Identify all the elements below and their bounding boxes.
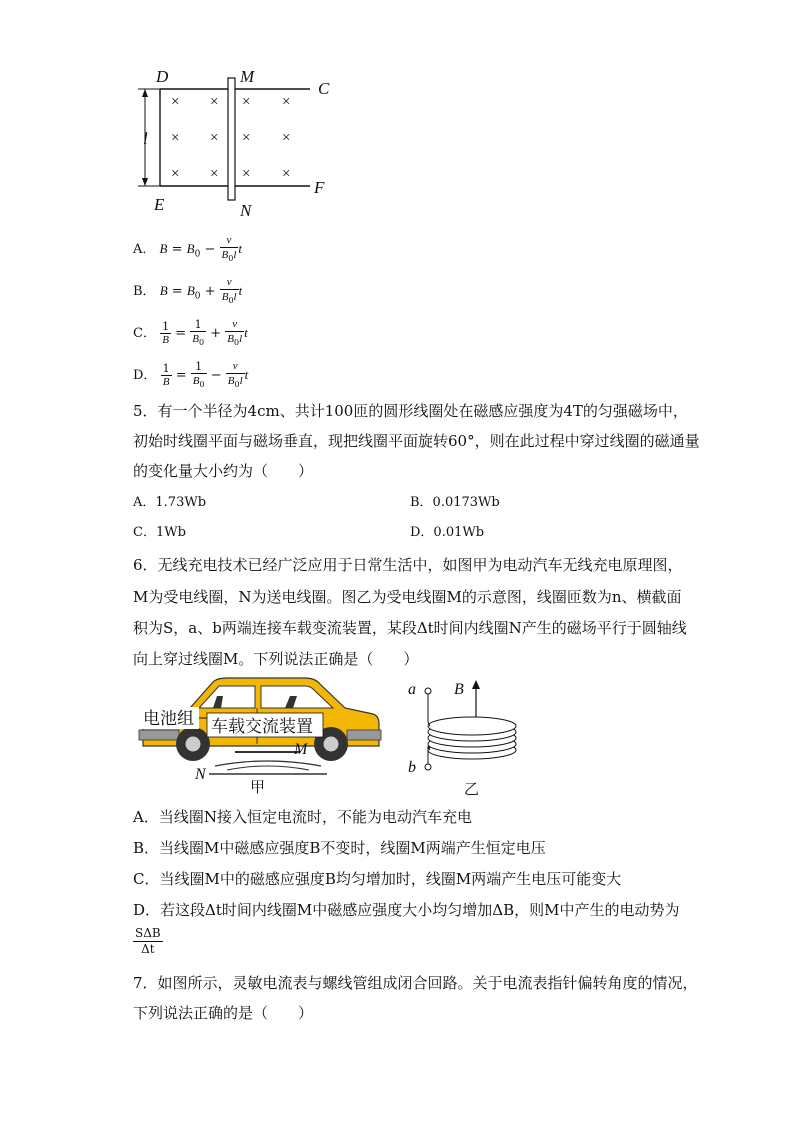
svg-text:×: × xyxy=(242,166,251,182)
sliding-rod xyxy=(228,78,235,200)
car-wireless-charging-figure xyxy=(135,674,385,799)
label-N: N xyxy=(240,201,252,220)
fig-label-M: M xyxy=(294,741,308,758)
q6-option-d[interactable]: D．若这段Δt时间内线圈M中磁感应强度大小均匀增加ΔB，则M中产生的电动势为 xyxy=(133,901,680,919)
q6-stem-line2: M为受电线圈，N为送电线圈。图乙为受电线圈M的示意图，线圈匝数为n、横截面 xyxy=(133,588,682,606)
q6-option-c[interactable]: C．当线圈M中的磁感应强度B均匀增加时，线圈M两端产生电压可能变大 xyxy=(133,870,622,888)
svg-text:×: × xyxy=(242,94,251,110)
svg-text:×: × xyxy=(171,130,180,146)
rail-field-diagram xyxy=(130,60,350,225)
label-l: l xyxy=(143,129,148,148)
svg-text:×: × xyxy=(282,130,291,146)
q6-option-b[interactable]: B．当线圈M中磁感应强度B不变时，线圈M两端产生恒定电压 xyxy=(133,839,546,857)
q5-option-d[interactable]: D．0.01Wb xyxy=(410,525,485,540)
fig-label-yi: 乙 xyxy=(464,782,480,798)
converter-label: 车载交流装置 xyxy=(211,717,313,736)
q4-option-d[interactable]: D． $\frac{1}{B}$ = $\frac{1}{B_0}$ − $\frac{v}{B_0l}$ t xyxy=(133,360,249,390)
q5-option-a[interactable]: A．1.73Wb xyxy=(133,495,207,510)
q7-stem-line2: 下列说法正确的是（ ） xyxy=(133,1004,314,1022)
q5-stem-line2: 初始时线圈平面与磁场垂直，现把线圈平面旋转60°，则在此过程中穿过线圈的磁通量 xyxy=(133,432,700,450)
fig-label-a: a xyxy=(408,681,416,698)
fig-label-N: N xyxy=(195,766,206,783)
coil-turns xyxy=(428,717,516,759)
fig-label-jia: 甲 xyxy=(250,780,266,796)
q6-stem-line3: 积为S，a、b两端连接车载变流装置，某段Δt时间内线圈N产生的磁场平行于圆轴线 xyxy=(133,619,687,637)
svg-text:×: × xyxy=(282,94,291,110)
transmitter-coil-N xyxy=(215,761,321,766)
svg-text:×: × xyxy=(171,94,180,110)
car-wheel-front xyxy=(176,727,210,761)
q6-stem-line1: 6．无线充电技术已经广泛应用于日常生活中，如图甲为电动汽车无线充电原理图， xyxy=(133,556,683,574)
q4-option-b[interactable]: B． $B = B_0$ + $\frac{v}{B_0l}$ t xyxy=(133,276,243,306)
fig-label-b: b xyxy=(408,759,416,776)
battery-label: 电池组 xyxy=(143,709,194,728)
label-D: D xyxy=(156,67,169,86)
q6-stem-line4: 向上穿过线圈M。下列说法正确是（ ） xyxy=(133,650,419,668)
svg-text:×: × xyxy=(210,94,219,110)
q5-option-b[interactable]: B．0.0173Wb xyxy=(410,495,500,510)
label-F: F xyxy=(314,178,325,197)
coil-figure xyxy=(400,676,530,801)
svg-text:×: × xyxy=(282,166,291,182)
q5-option-c[interactable]: C．1Wb xyxy=(133,525,186,540)
fig-label-B: B xyxy=(454,681,464,698)
q7-stem-line1: 7．如图所示，灵敏电流表与螺线管组成闭合回路。关于电流表指针偏转角度的情况， xyxy=(133,974,698,992)
q5-stem-line3: 的变化量大小约为（ ） xyxy=(133,462,314,480)
q6-option-a[interactable]: A．当线圈N接入恒定电流时，不能为电动汽车充电 xyxy=(133,808,472,826)
label-M: M xyxy=(240,67,255,86)
q5-stem-line1: 5．有一个半径为4cm、共计100匝的圆形线圈处在磁感应强度为4T的匀强磁场中， xyxy=(133,402,688,420)
svg-text:×: × xyxy=(210,166,219,182)
svg-text:×: × xyxy=(210,130,219,146)
q4-option-a[interactable]: A． $B = B_0$ − $\frac{v}{B_0l}$ t xyxy=(133,234,243,264)
svg-text:×: × xyxy=(242,130,251,146)
svg-text:×: × xyxy=(171,166,180,182)
q4-option-c[interactable]: C． $\frac{1}{B}$ = $\frac{1}{B_0}$ + $\frac{v}{B_0l}$ t xyxy=(133,318,248,348)
q6-option-d-fraction: $\frac{\text{SΔB}}{\Delta t}$ xyxy=(135,926,161,956)
label-C: C xyxy=(318,79,330,98)
label-E: E xyxy=(154,195,165,214)
